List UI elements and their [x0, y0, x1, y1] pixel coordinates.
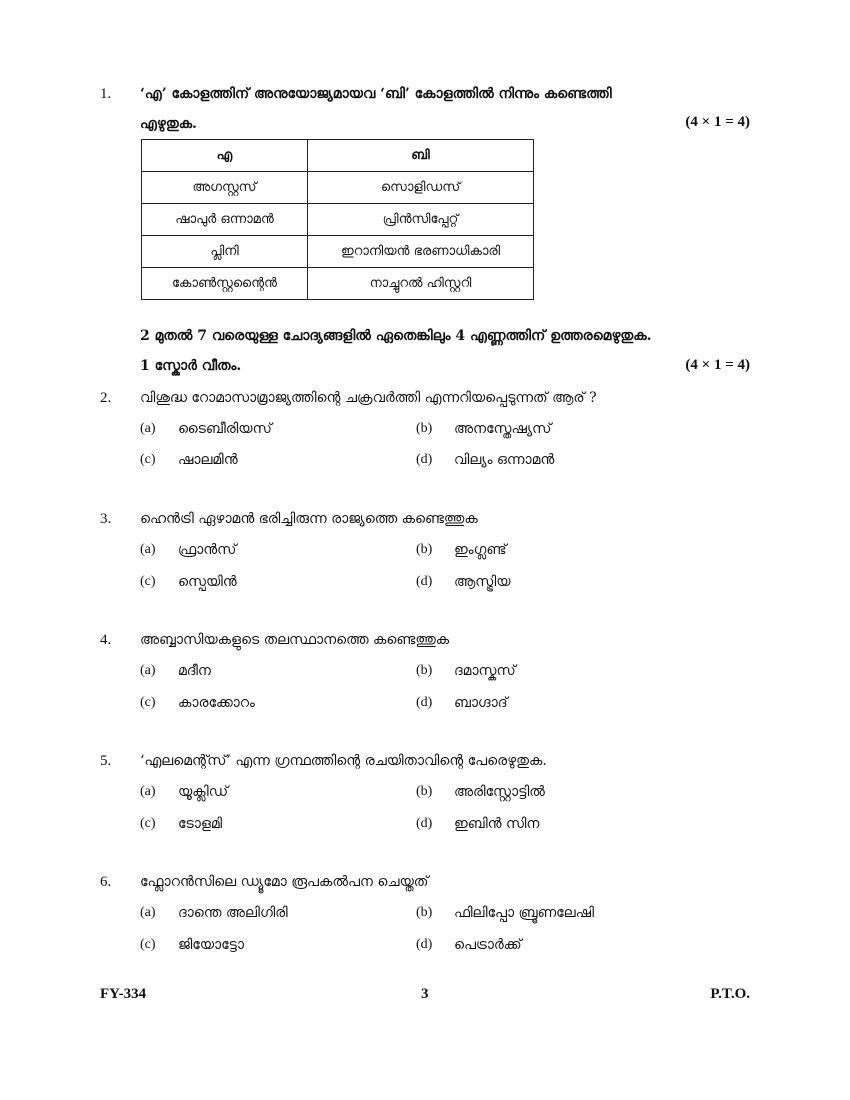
option-letter: (a) [140, 905, 156, 920]
option-text: ആസ്ട്രിയ [454, 574, 511, 590]
question-1-text: ‘എ’ കോളത്തിന് അനുയോജ്യമായവ ‘ബി’ കോളത്തിൽ നിന്നും കണ്ടെത്തി [140, 86, 612, 102]
question-3-number: 3. [100, 511, 112, 527]
option-letter: (a) [140, 542, 156, 557]
option-letter: (b) [416, 905, 433, 920]
option-text: കാരക്കോറം [178, 695, 255, 711]
option-letter: (b) [416, 421, 433, 436]
column-a-header: എ [142, 140, 308, 172]
option-letter: (d) [416, 452, 433, 467]
table-header-row [142, 140, 534, 172]
question-1-marks: (4 × 1 = 4) [685, 114, 750, 130]
instruction-line-2: 1 സ്കോർ വീതം. [140, 358, 242, 374]
footer-code: FY-334 [100, 986, 147, 1002]
table-cell-a: കോൺസ്റ്റന്റൈൻ [142, 268, 308, 300]
column-b-header: ബി [308, 140, 534, 172]
table-row [142, 172, 534, 204]
question-2-text: വിശുദ്ധ റോമാസാമ്രാജ്യത്തിന്റെ ചക്രവർത്തി എന്നറിയപ്പെടുന്നത് ആര് ? [140, 390, 597, 406]
option-letter: (c) [140, 574, 156, 589]
table-cell-a: പ്ലിനി [142, 236, 308, 268]
question-4-text: അബ്ബാസിയകളുടെ തലസ്ഥാനത്തെ കണ്ടെത്തുക [140, 632, 450, 648]
question-1-number: 1. [100, 86, 112, 102]
option-letter: (c) [140, 695, 156, 710]
option-letter: (d) [416, 574, 433, 589]
option-letter: (a) [140, 663, 156, 678]
question-1-text-continued: എഴുതുക. [140, 116, 197, 132]
question-3-text: ഹെൻട്രി ഏഴാമൻ ഭരിച്ചിരുന്ന രാജ്യത്തെ കണ്ടെത്തുക [140, 511, 478, 527]
footer-pto: P.T.O. [710, 986, 750, 1002]
option-letter: (d) [416, 816, 433, 831]
option-text: ഫ്രാൻസ് [178, 542, 237, 558]
question-4-number: 4. [100, 632, 112, 648]
option-letter: (d) [416, 695, 433, 710]
option-text: സ്പെയിൻ [178, 574, 237, 590]
option-text: പെട്രാർക്ക് [454, 937, 522, 953]
question-6-text: ഫ്ലോറൻസിലെ ഡ്യൂമോ രൂപകൽപന ചെയ്തത് [140, 874, 429, 890]
option-text: അരിസ്റ്റോട്ടിൽ [454, 784, 545, 800]
option-text: മദീന [178, 663, 211, 679]
table-cell-b: ഇറാനിയൻ ഭരണാധികാരി [308, 236, 534, 268]
table-cell-a: അഗസ്റ്റസ് [142, 172, 308, 204]
question-6-number: 6. [100, 874, 112, 890]
question-5-text: ‘എലമെന്റ്സ്’ എന്ന ഗ്രന്ഥത്തിന്റെ രചയിതാവിന്റെ പേരെഴുതുക. [140, 753, 547, 769]
option-text: ഷാലമിൻ [178, 452, 238, 468]
option-letter: (b) [416, 663, 433, 678]
option-text: വില്യം ഒന്നാമൻ [454, 452, 555, 468]
table-row [142, 268, 534, 300]
option-letter: (b) [416, 542, 433, 557]
option-letter: (d) [416, 937, 433, 952]
option-text: ഇബിൻ സിന [454, 816, 540, 832]
option-text: ദമാസ്കസ് [454, 663, 516, 679]
table-cell-a: ഷാപുർ ഒന്നാമൻ [142, 204, 308, 236]
option-text: ടൈബീരിയസ് [178, 421, 272, 437]
table-row [142, 236, 534, 268]
question-2-number: 2. [100, 390, 112, 406]
option-text: ഇംഗ്ലണ്ട് [454, 542, 507, 558]
instruction-marks: (4 × 1 = 4) [685, 357, 750, 373]
option-text: ടോളമി [178, 816, 223, 832]
question-5-number: 5. [100, 753, 112, 769]
option-text: ഫിലിപ്പോ ബ്രൂണലേഷി [454, 905, 595, 921]
table-cell-b: സൊളിഡസ് [308, 172, 534, 204]
option-letter: (c) [140, 452, 156, 467]
footer-page-number: 3 [421, 986, 429, 1002]
option-letter: (a) [140, 421, 156, 436]
option-text: അനസ്തേഷ്യസ് [454, 421, 552, 437]
option-letter: (c) [140, 937, 156, 952]
table-row [142, 204, 534, 236]
option-text: ജിയോട്ടോ [178, 937, 244, 953]
option-text: ദാന്തെ അലിഗിരി [178, 905, 288, 921]
option-letter: (c) [140, 816, 156, 831]
table-cell-b: പ്രിൻസിപ്പേറ്റ് [308, 204, 534, 236]
option-text: യൂക്ലിഡ് [178, 784, 229, 800]
table-cell-b: നാച്ചുറൽ ഹിസ്റ്ററി [308, 268, 534, 300]
option-letter: (a) [140, 784, 156, 799]
instruction-line-1: 2 മുതൽ 7 വരെയുള്ള ചോദ്യങ്ങളിൽ ഏതെങ്കിലും 4 എണ്ണത്തിന് ഉത്തരമെഴുതുക. [140, 328, 652, 344]
match-table [141, 139, 534, 300]
option-text: ബാഗ്ദാദ് [454, 695, 508, 711]
option-letter: (b) [416, 784, 433, 799]
